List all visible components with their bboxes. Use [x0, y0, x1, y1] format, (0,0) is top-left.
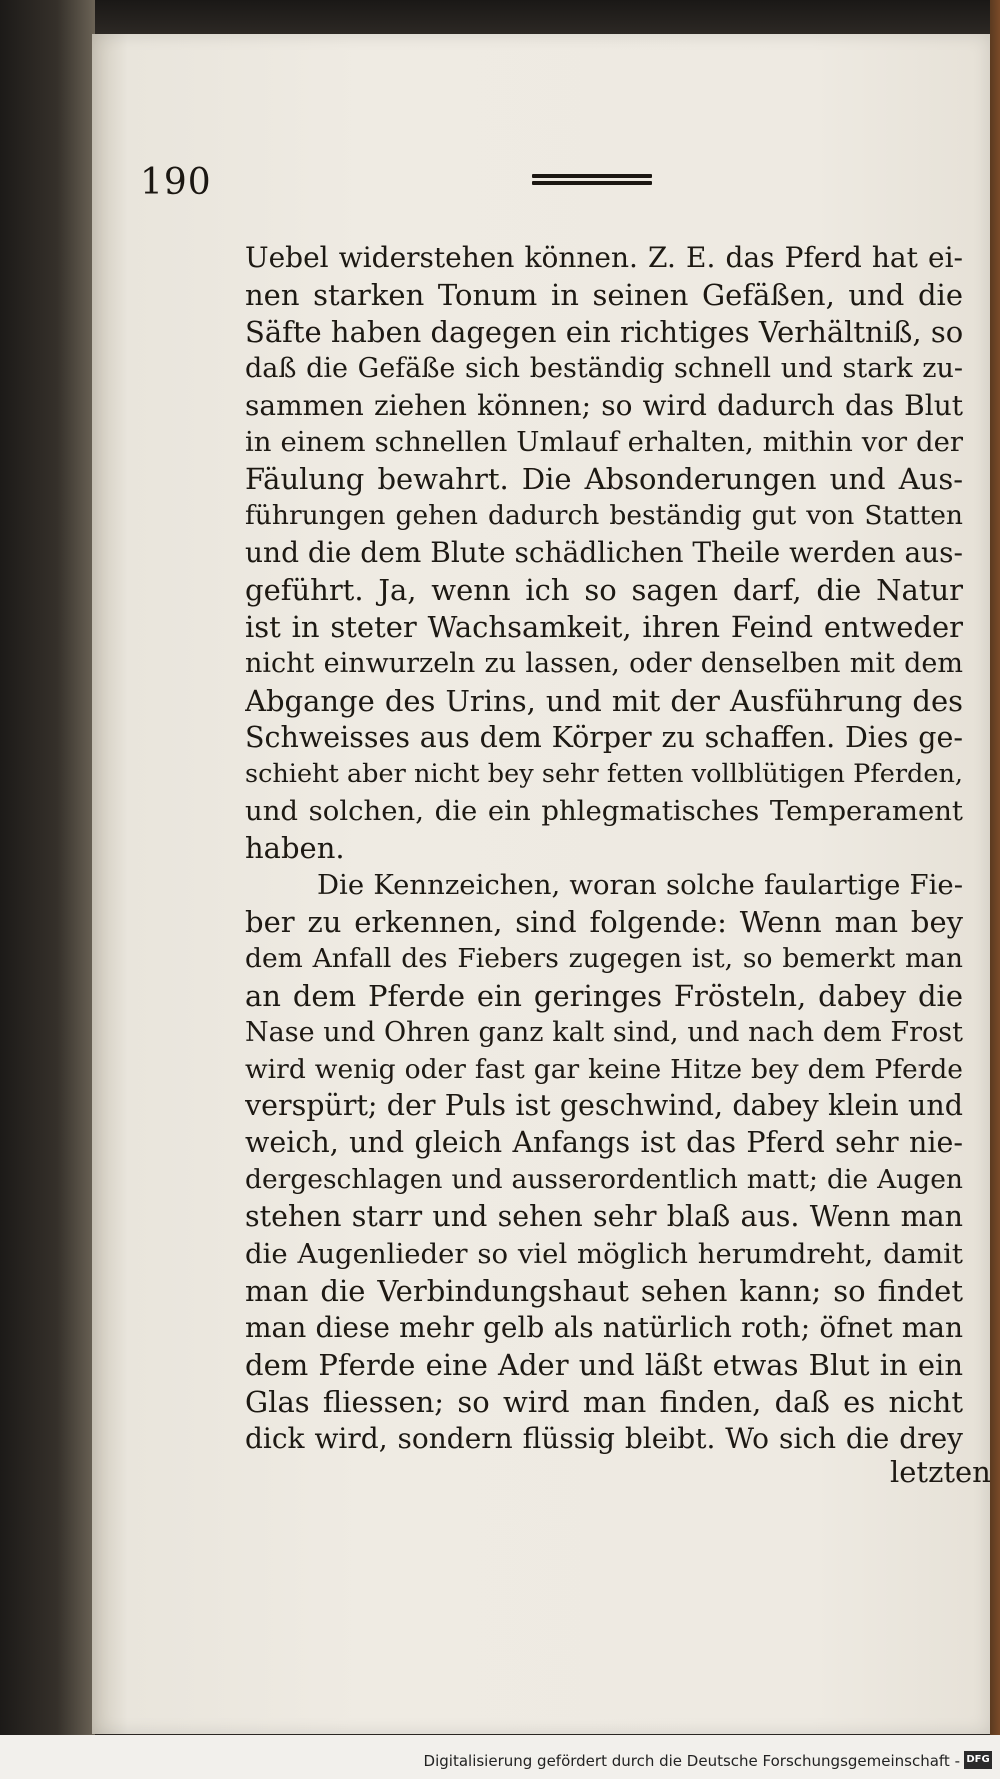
paragraph-start-line: Die Kennzeichen, woran solche faulartige Fie- — [317, 869, 963, 902]
text-line: nicht einwurzeln zu lassen, oder denselben mit dem — [245, 647, 963, 679]
text-line: stehen starr und sehen sehr blaß aus. Wenn man — [245, 1200, 963, 1234]
text-line: an dem Pferde ein geringes Frösteln, dabey die — [245, 978, 963, 1013]
text-line: geführt. Ja, wenn ich so sagen darf, die Natur — [245, 573, 963, 608]
page-number: 190 — [140, 162, 212, 203]
text-line: sammen ziehen können; so wird dadurch das Blut — [245, 388, 963, 422]
text-line: die Augenlieder so viel möglich herumdreht, damit — [245, 1238, 963, 1271]
text-line: Säfte haben dagegen ein richtiges Verhältniß, so — [245, 314, 963, 349]
footer-credit: Digitalisierung gefördert durch die Deutsche Forschungsgemeinschaft - — [423, 1752, 960, 1770]
text-line: nen starken Tonum in seinen Gefäßen, und die — [245, 277, 963, 312]
text-line: und solchen, die ein phlegmatisches Temperament — [245, 795, 963, 828]
book-cover-edge — [990, 0, 1000, 1779]
book-binding-edge — [0, 0, 95, 1779]
header-ornament — [532, 174, 652, 188]
scan-top-edge — [0, 0, 1000, 34]
text-line: dergeschlagen und ausserordentlich matt; die Augen — [245, 1164, 963, 1196]
text-line: Glas fliessen; so wird man finden, daß es nicht — [245, 1384, 963, 1419]
text-line: Fäulung bewahrt. Die Absonderungen und Aus- — [245, 462, 963, 497]
text-line: dem Pferde eine Ader und läßt etwas Blut in ein — [245, 1347, 963, 1382]
text-line: verspürt; der Puls ist geschwind, dabey klein und — [245, 1089, 963, 1123]
text-line: dem Anfall des Fiebers zugegen ist, so bemerkt man — [245, 942, 963, 974]
paragraph-end-line: haben. — [245, 831, 345, 866]
body-text — [245, 240, 963, 1457]
text-line: man die Verbindungshaut sehen kann; so findet — [245, 1273, 963, 1308]
text-line: daß die Gefäße sich beständig schnell und stark zu- — [245, 352, 963, 384]
text-line: dick wird, sondern flüssig bleibt. Wo sich die drey — [245, 1421, 963, 1455]
text-line: Uebel widerstehen können. Z. E. das Pferd hat ei- — [245, 241, 963, 274]
text-line: ber zu erkennen, sind folgende: Wenn man bey — [245, 905, 963, 940]
text-line: in einem schnellen Umlauf erhalten, mithin vor der — [245, 426, 963, 459]
catchword: letzten — [890, 1455, 991, 1489]
text-line: wird wenig oder fast gar keine Hitze bey dem Pferde — [245, 1053, 963, 1085]
text-line: führungen gehen dadurch beständig gut von Statten — [245, 500, 963, 532]
dfg-logo: DFG — [964, 1751, 992, 1769]
text-line: und die dem Blute schädlichen Theile werden aus- — [245, 536, 963, 570]
text-line: Nase und Ohren ganz kalt sind, und nach dem Frost — [245, 1016, 963, 1048]
text-line: Abgange des Urins, und mit der Ausführung des — [245, 683, 963, 718]
text-line: schieht aber nicht bey sehr fetten vollblütigen Pferden, — [245, 759, 963, 790]
text-line: ist in steter Wachsamkeit, ihren Feind entweder — [245, 609, 963, 644]
text-line: weich, und gleich Anfangs ist das Pferd sehr nie- — [245, 1126, 963, 1160]
text-line: Schweisses aus dem Körper zu schaffen. Dies ge- — [245, 720, 963, 754]
text-line: man diese mehr gelb als natürlich roth; öfnet man — [245, 1310, 963, 1344]
